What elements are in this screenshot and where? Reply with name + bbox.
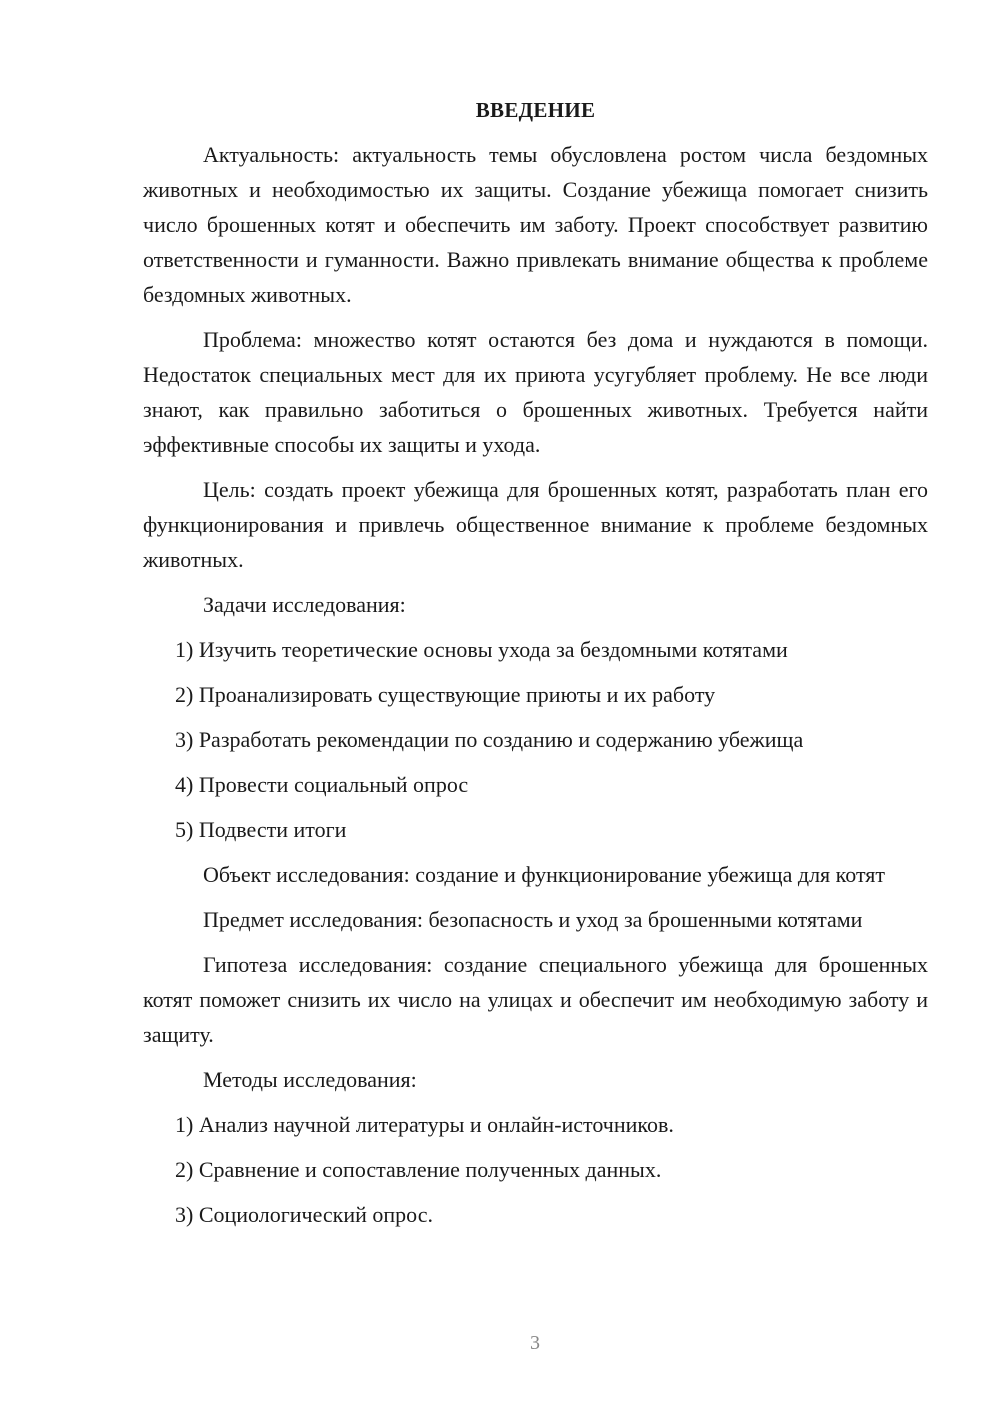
list-item: 5) Подвести итоги bbox=[175, 817, 347, 842]
list-item: 3) Социологический опрос. bbox=[175, 1202, 433, 1227]
list-item: 3) Разработать рекомендации по созданию и содержанию убежища bbox=[175, 727, 804, 752]
list-item: 4) Провести социальный опрос bbox=[175, 772, 469, 797]
document-body bbox=[143, 95, 928, 1242]
hypothesis-paragraph: Гипотеза исследования: создание специального убежища для брошенных котят поможет снизить их число на улицах и обеспечит им необходимую заботу и защиту. bbox=[143, 952, 928, 1047]
page-title: ВВЕДЕНИЕ bbox=[475, 98, 596, 122]
relevance-paragraph: Актуальность: актуальность темы обусловлена ростом числа бездомных животных и необходимостью их защиты. Создание убежища помогает снизить число брошенных котят и обеспечить им заботу. Проект способствует развитию ответственности и гуманности. Важно привлекать внимание общества к проблеме бездомных животных. bbox=[143, 142, 928, 307]
list-item: 1) Изучить теоретические основы ухода за бездомными котятами bbox=[175, 637, 788, 662]
methods-list bbox=[143, 1107, 928, 1232]
problem-paragraph: Проблема: множество котят остаются без дома и нуждаются в помощи. Недостаток специальных мест для их приюта усугубляет проблему. Не все люди знают, как правильно заботиться о брошенных животных. Требуется найти эффективные способы их защиты и ухода. bbox=[143, 327, 928, 457]
methods-heading: Методы исследования: bbox=[203, 1067, 417, 1092]
subject-paragraph: Предмет исследования: безопасность и уход за брошенными котятами bbox=[203, 907, 863, 932]
list-item: 2) Сравнение и сопоставление полученных данных. bbox=[175, 1157, 662, 1182]
list-item: 2) Проанализировать существующие приюты и их работу bbox=[175, 682, 716, 707]
tasks-list bbox=[143, 632, 928, 847]
object-paragraph: Объект исследования: создание и функционирование убежища для котят bbox=[203, 862, 885, 887]
page-number: 3 bbox=[530, 1332, 540, 1354]
goal-paragraph: Цель: создать проект убежища для брошенных котят, разработать план его функционирования и привлечь общественное внимание к проблеме бездомных животных. bbox=[143, 477, 928, 572]
list-item: 1) Анализ научной литературы и онлайн-источников. bbox=[175, 1112, 674, 1137]
tasks-heading: Задачи исследования: bbox=[203, 592, 406, 617]
